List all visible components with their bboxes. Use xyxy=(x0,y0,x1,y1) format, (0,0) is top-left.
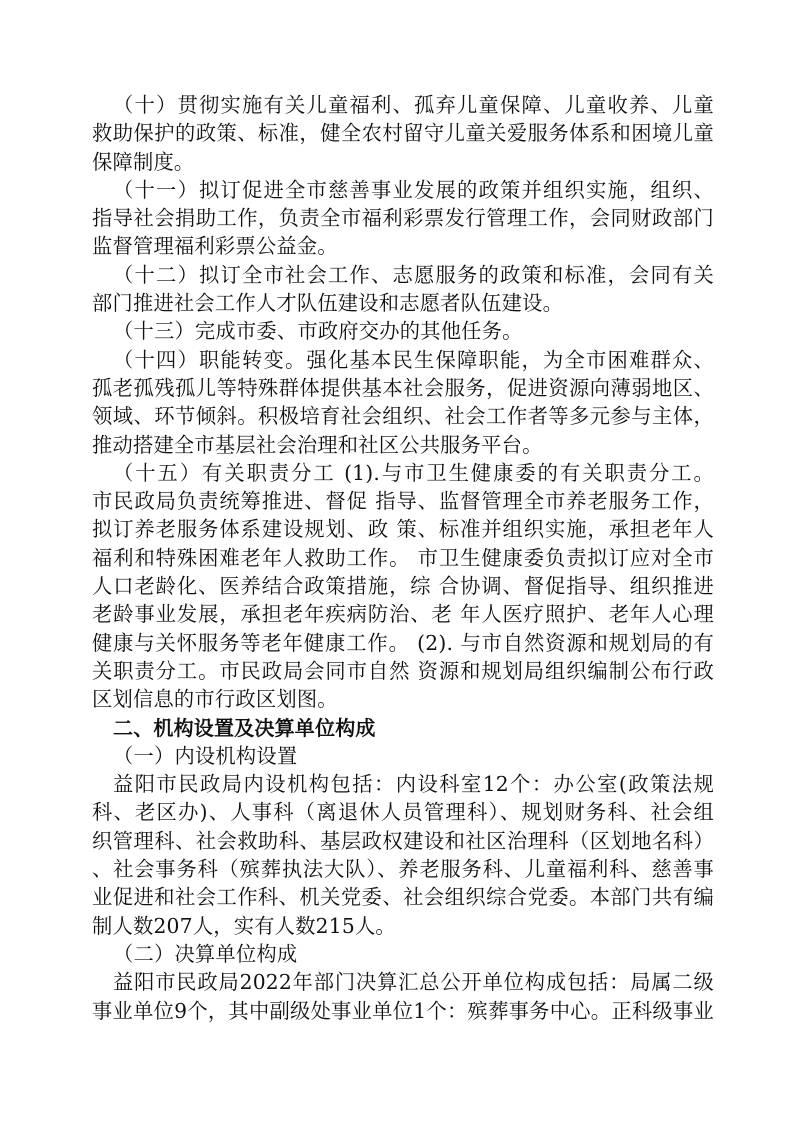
text-line: 部门推进社会工作人才队伍建设和志愿者队伍建设。 xyxy=(92,291,564,316)
paragraph xyxy=(92,317,714,345)
text-line: 制人数207人，实有人数215人。 xyxy=(92,913,396,938)
paragraph xyxy=(92,770,714,940)
paragraph xyxy=(92,459,714,714)
text-line: 老龄事业发展，承担老年疾病防治、老 年人医疗照护、老年人心理 xyxy=(92,602,714,627)
text-line: 监督管理福利彩票公益金。 xyxy=(92,234,338,259)
paragraph xyxy=(92,742,714,770)
text-line: 科、老区办)、人事科（离退休人员管理科）、规划财务科、社会组 xyxy=(92,800,714,825)
paragraph xyxy=(92,176,714,261)
text-line: 市民政局负责统筹推进、督促 指导、监督管理全市养老服务工作， xyxy=(92,489,714,514)
paragraph xyxy=(92,91,714,176)
text-line: 益阳市民政局内设机构包括：内设科室12个：办公室(政策法规 xyxy=(113,772,714,797)
paragraph xyxy=(92,940,714,968)
text-line: 救助保护的政策、标准，健全农村留守儿童关爱服务体系和困境儿童 xyxy=(92,121,714,146)
text-line: （十一）拟订促进全市慈善事业发展的政策并组织实施，组织、 xyxy=(113,177,714,202)
text-line: 、社会事务科（殡葬执法大队）、养老服务科、儿童福利科、慈善事 xyxy=(92,857,714,882)
text-line: 指导社会捐助工作，负责全市福利彩票发行管理工作，会同财政部门 xyxy=(92,206,714,231)
text-line: 福利和特殊困难老年人救助工作。 市卫生健康委负责拟订应对全市 xyxy=(92,545,714,570)
text-line: 织管理科、社会救助科、基层政权建设和社区治理科（区划地名科） xyxy=(92,828,714,853)
paragraph xyxy=(92,346,714,459)
text-line: （十二）拟订全市社会工作、志愿服务的政策和标准，会同有关 xyxy=(113,262,714,287)
text-line: 二、机构设置及决算单位构成 xyxy=(113,715,376,740)
paragraph xyxy=(92,261,714,318)
text-line: 人口老龄化、医养结合政策措施，综 合协调、督促指导、组织推进 xyxy=(92,574,714,599)
section-heading xyxy=(92,714,714,742)
text-line: （十三）完成市委、市政府交办的其他任务。 xyxy=(113,319,523,344)
paragraph xyxy=(92,968,714,1025)
text-line: 事业单位9个，其中副级处事业单位1个：殡葬事务中心。正科级事业 xyxy=(92,998,714,1023)
text-line: （二）决算单位构成 xyxy=(113,941,298,966)
text-line: 孤老孤残孤儿等特殊群体提供基本社会服务，促进资源向薄弱地区、 xyxy=(92,375,714,400)
text-line: 领域、环节倾斜。积极培育社会组织、社会工作者等多元参与主体， xyxy=(92,404,714,429)
text-line: 推动搭建全市基层社会治理和社区公共服务平台。 xyxy=(92,432,543,457)
text-line: （十四）职能转变。强化基本民生保障职能，为全市困难群众、 xyxy=(113,347,714,372)
text-line: （一）内设机构设置 xyxy=(113,743,298,768)
text-line: 关职责分工。市民政局会同市自然 资源和规划局组织编制公布行政 xyxy=(92,658,714,683)
text-line: 益阳市民政局2022年部门决算汇总公开单位构成包括：局属二级 xyxy=(113,970,714,995)
text-line: （十五）有关职责分工 (1).与市卫生健康委的有关职责分工。 xyxy=(113,460,714,485)
text-line: 拟订养老服务体系建设规划、政 策、标准并组织实施，承担老年人 xyxy=(92,517,714,542)
text-line: 保障制度。 xyxy=(92,149,195,174)
text-line: （十）贯彻实施有关儿童福利、孤弃儿童保障、儿童收养、儿童 xyxy=(113,93,714,117)
text-line: 健康与关怀服务等老年健康工作。 (2). 与市自然资源和规划局的有 xyxy=(92,630,714,655)
document-body xyxy=(92,91,714,1025)
text-line: 业促进和社会工作科、机关党委、社会组织综合党委。本部门共有编 xyxy=(92,885,714,910)
text-line: 区划信息的市行政区划图。 xyxy=(92,687,338,712)
